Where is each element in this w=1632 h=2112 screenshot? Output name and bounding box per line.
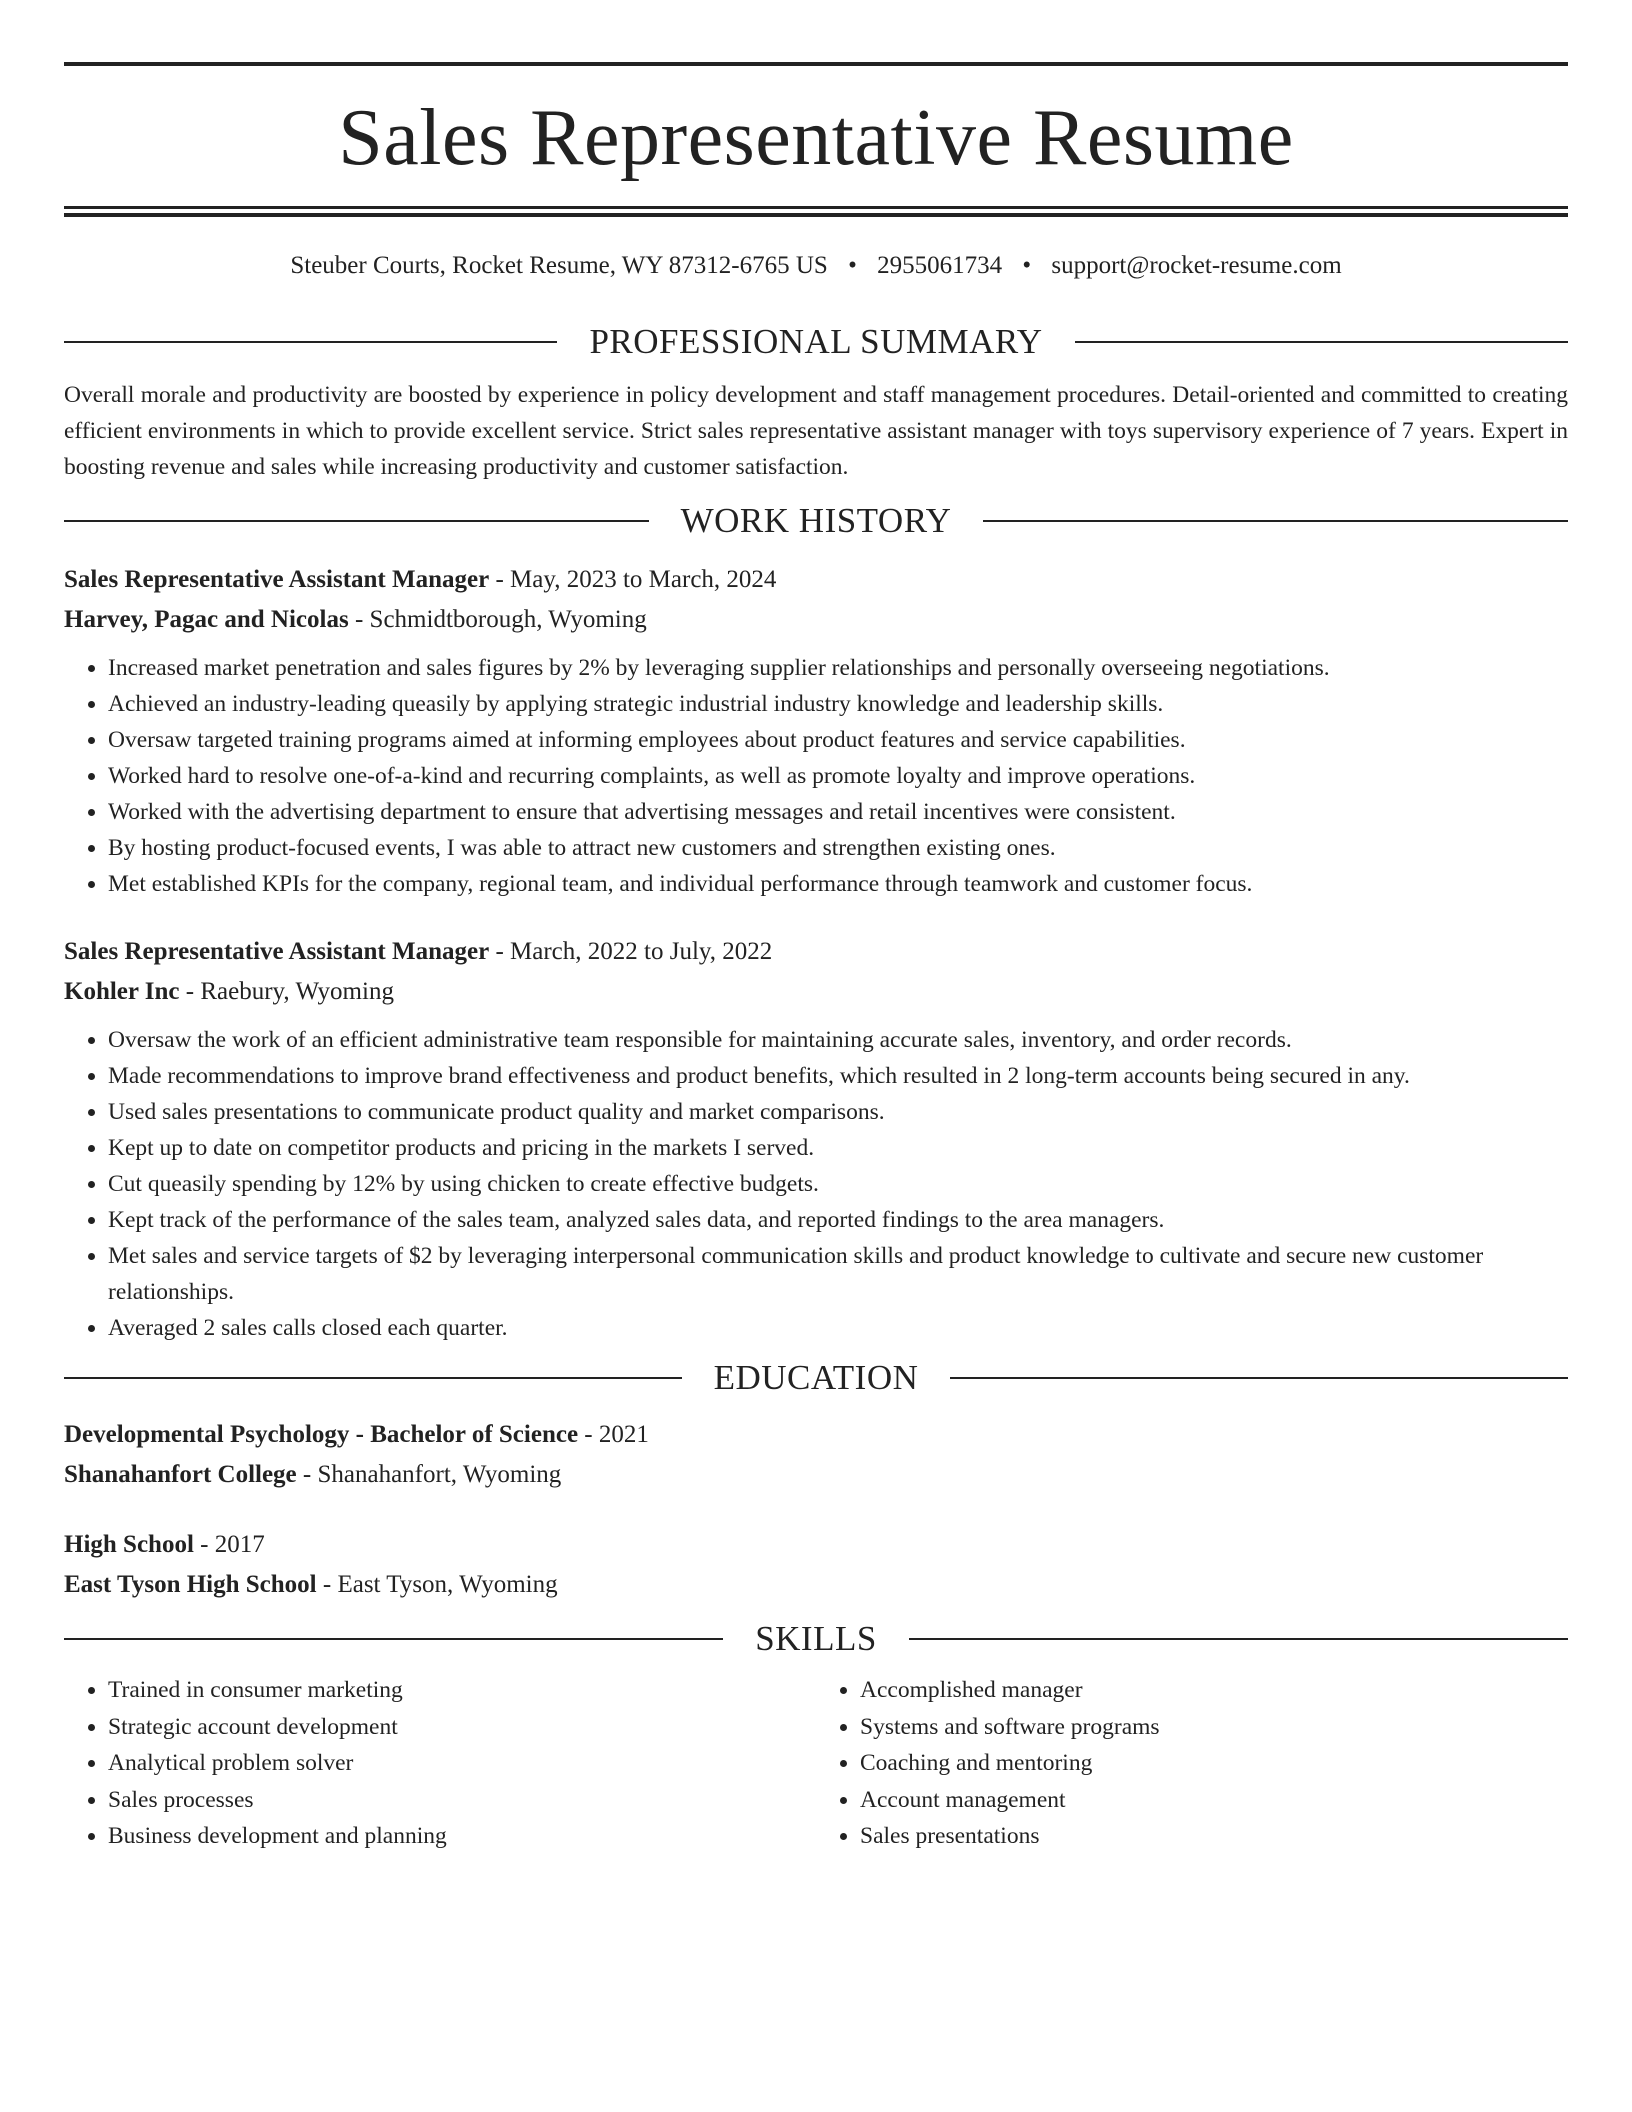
school-line: [64, 1455, 1568, 1495]
job-company: Kohler Inc: [64, 978, 180, 1005]
list-item: • Made recommendations to improve brand effectiveness and product benefits, which resulted in 2 long-term accounts being secured in any.: [108, 1058, 1568, 1094]
section-title: WORK HISTORY: [680, 501, 952, 540]
list-item: • Cut queasily spending by 12% by using chicken to create effective budgets.: [108, 1166, 1568, 1202]
divider: [64, 1377, 682, 1379]
contact-separator: •: [1022, 252, 1032, 279]
divider: [1075, 341, 1568, 343]
list-item: • Achieved an industry-leading queasily by applying strategic industrial industry knowledge and leadership skills.: [108, 686, 1568, 722]
section-heading-skills: [64, 1621, 1568, 1656]
job-dates: May, 2023 to March, 2024: [510, 566, 777, 593]
graduation-year: 2021: [598, 1421, 649, 1448]
job-entry: [64, 932, 1568, 1346]
school-name: Shanahanfort College: [64, 1461, 297, 1488]
section-title: SKILLS: [755, 1619, 877, 1658]
divider: [64, 520, 649, 522]
list-item: • Analytical problem solver: [108, 1745, 816, 1782]
list-item: • Oversaw targeted training programs aimed at informing employees about product features and service capabilities.: [108, 722, 1568, 758]
list-item: • Used sales presentations to communicate product quality and market comparisons.: [108, 1094, 1568, 1130]
job-company-line: [64, 972, 1568, 1012]
school-location: Shanahanfort, Wyoming: [317, 1461, 562, 1488]
contact-phone: 2955061734: [877, 252, 1003, 279]
list-item: • Averaged 2 sales calls closed each quarter.: [108, 1310, 1568, 1346]
list-item: • Met sales and service targets of $2 by leveraging interpersonal communication skills and product knowledge to cultivate and secure new customer relationships.: [108, 1238, 1568, 1310]
education-entry: [64, 1525, 1568, 1605]
list-item: • Accomplished manager: [860, 1672, 1568, 1709]
job-dates: March, 2022 to July, 2022: [510, 938, 773, 965]
resume-page: [64, 0, 1568, 1855]
list-item: • Systems and software programs: [860, 1709, 1568, 1746]
section-title: PROFESSIONAL SUMMARY: [589, 322, 1043, 361]
professional-summary: Overall morale and productivity are boosted by experience in policy development and staff management procedures. Detail-oriented and committed to creating efficient environments in which to provide excellent service. Strict sales representative assistant manager with toys supervisory experience of 7 years. Expert in boosting revenue and sales while increasing productivity and customer satisfaction.: [64, 382, 1568, 480]
degree-line: [64, 1525, 1568, 1565]
dash: -: [578, 1421, 599, 1448]
school-name: East Tyson High School: [64, 1571, 317, 1598]
contact-line: [64, 253, 1568, 278]
degree-line: [64, 1415, 1568, 1455]
list-item: • Kept up to date on competitor products and pricing in the markets I served.: [108, 1130, 1568, 1166]
divider: [983, 520, 1568, 522]
section-heading-summary: [64, 324, 1568, 359]
school-location: East Tyson, Wyoming: [337, 1571, 558, 1598]
list-item: • Increased market penetration and sales figures by 2% by leveraging supplier relationships and personally overseeing negotiations.: [108, 650, 1568, 686]
job-bullets: [64, 650, 1568, 902]
list-item: • Kept track of the performance of the sales team, analyzed sales data, and reported findings to the area managers.: [108, 1202, 1568, 1238]
list-item: • Sales presentations: [860, 1818, 1568, 1855]
list-item: • Coaching and mentoring: [860, 1745, 1568, 1782]
school-line: [64, 1565, 1568, 1605]
contact-address: Steuber Courts, Rocket Resume, WY 87312-6765 US: [290, 252, 828, 279]
dash: -: [316, 1571, 338, 1598]
list-item: • Strategic account development: [108, 1709, 816, 1746]
divider: [950, 1377, 1568, 1379]
degree: High School: [64, 1531, 194, 1558]
graduation-year: 2017: [214, 1531, 265, 1558]
job-company-line: [64, 600, 1568, 640]
contact-separator: •: [848, 252, 857, 279]
job-location: Schmidtborough, Wyoming: [369, 606, 647, 633]
list-item: • Oversaw the work of an efficient administrative team responsible for maintaining accurate sales, inventory, and order records.: [108, 1022, 1568, 1058]
divider: [64, 341, 557, 343]
list-item: • Worked with the advertising department to ensure that advertising messages and retail incentives were consistent.: [108, 794, 1568, 830]
title-double-rule: [64, 206, 1568, 217]
list-item: • Business development and planning: [108, 1818, 816, 1855]
list-item: • Account management: [860, 1782, 1568, 1819]
page-title: Sales Representative Resume: [338, 94, 1294, 182]
section-title: EDUCATION: [713, 1358, 919, 1397]
skills-column-left: [64, 1672, 816, 1855]
job-company: Harvey, Pagac and Nicolas: [64, 606, 349, 633]
skills-column-right: [816, 1672, 1568, 1855]
list-item: • Sales processes: [108, 1782, 816, 1819]
education-entry: [64, 1415, 1568, 1495]
dash: -: [179, 978, 201, 1005]
list-item: • Worked hard to resolve one-of-a-kind and recurring complaints, as well as promote loyalty and improve operations.: [108, 758, 1568, 794]
list-item: • Met established KPIs for the company, regional team, and individual performance through teamwork and customer focus.: [108, 866, 1568, 902]
dash: -: [489, 566, 511, 593]
skills-list: [64, 1672, 1568, 1855]
section-heading-work-history: [64, 503, 1568, 538]
job-location: Raebury, Wyoming: [200, 978, 394, 1005]
job-entry: [64, 560, 1568, 902]
divider: [909, 1638, 1568, 1640]
job-bullets: [64, 1022, 1568, 1346]
degree: Developmental Psychology - Bachelor of Science: [64, 1421, 579, 1448]
dash: -: [193, 1531, 215, 1558]
dash: -: [296, 1461, 318, 1488]
top-rule: [64, 62, 1568, 66]
dash: -: [348, 606, 370, 633]
job-title-line: [64, 560, 1568, 600]
list-item: • Trained in consumer marketing: [108, 1672, 816, 1709]
section-heading-education: [64, 1360, 1568, 1395]
dash: -: [489, 938, 511, 965]
job-title-line: [64, 932, 1568, 972]
contact-email: support@rocket-resume.com: [1051, 252, 1342, 279]
job-title: Sales Representative Assistant Manager: [64, 566, 490, 593]
divider: [64, 1638, 723, 1640]
list-item: • By hosting product-focused events, I was able to attract new customers and strengthen existing ones.: [108, 830, 1568, 866]
job-title: Sales Representative Assistant Manager: [64, 938, 490, 965]
